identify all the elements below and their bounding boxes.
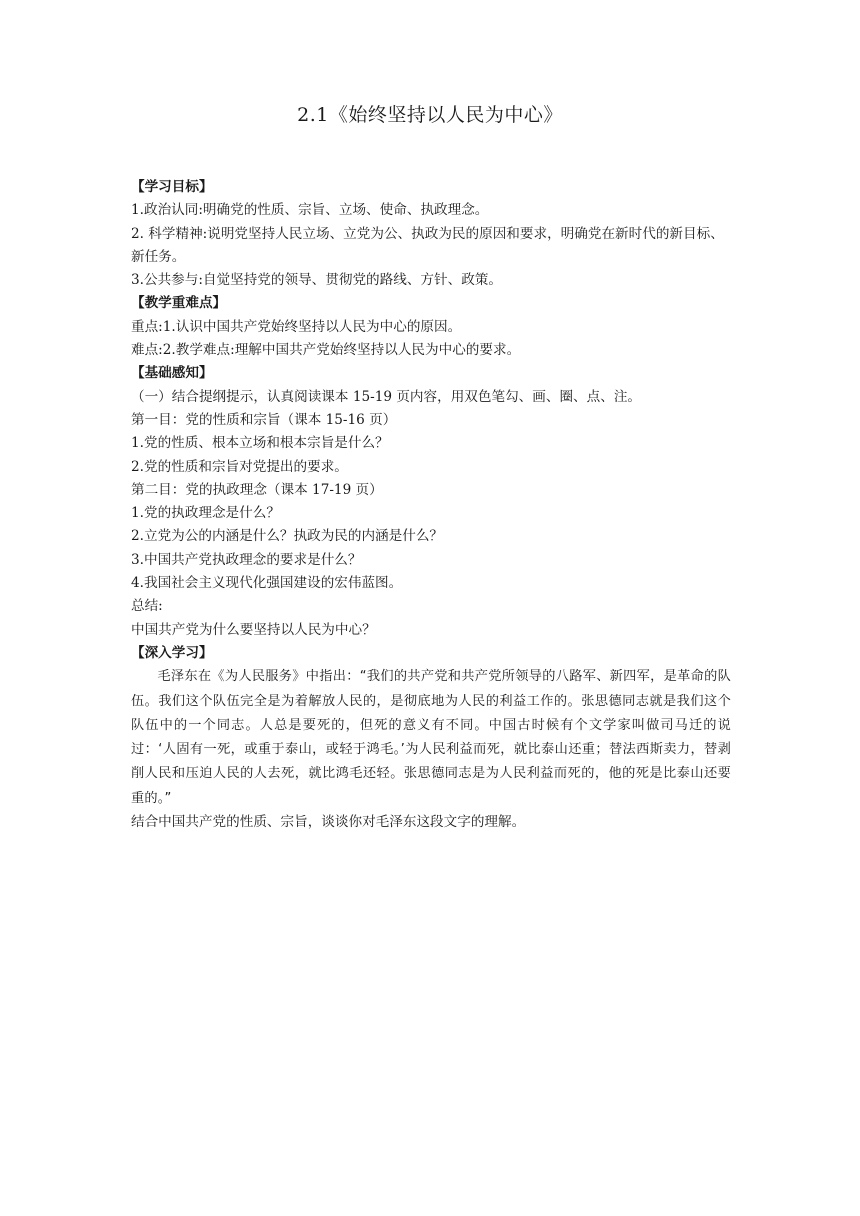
basics-item: （一）结合提纲提示，认真阅读课本 15-19 页内容，用双色笔勾、画、圈、点、注。	[131, 388, 642, 405]
basics-item: 1.党的执政理念是什么？	[131, 505, 280, 522]
basics-item: 第一目：党的性质和宗旨（课本 15-16 页）	[131, 411, 397, 428]
key-point-item: 重点:1.认识中国共产党始终坚持以人民为中心的原因。	[131, 318, 462, 335]
basics-item: 总结:	[131, 598, 163, 615]
goal-item: 2. 科学精神:说明党坚持人民立场、立党为公、执政为民的原因和要求，明确党在新时代的新目标、新任务。	[131, 225, 724, 265]
basics-item: 1.党的性质、根本立场和根本宗旨是什么？	[131, 435, 389, 452]
goal-item: 3.公共参与:自觉坚持党的领导、贯彻党的路线、方针、政策。	[131, 272, 502, 289]
document-body	[131, 176, 731, 834]
discussion-question: 结合中国共产党的性质、宗旨，谈谈你对毛泽东这段文字的理解。	[131, 814, 526, 831]
section-heading-key-points: 【教学重难点】	[131, 295, 227, 312]
basics-item: 2.党的性质和宗旨对党提出的要求。	[131, 458, 348, 475]
key-point-item: 难点:2.教学难点:理解中国共产党始终坚持以人民为中心的要求。	[131, 342, 521, 359]
mao-quote-paragraph: 毛泽东在《为人民服务》中指出：“我们的共产党和共产党所领导的八路军、新四军，是革命的队伍。我们这个队伍完全是为着解放人民的，是彻底地为人民的利益工作的。张思德同志就是我们这个队伍中的一个同志。人总是要死的，但死的意义有不同。中国古时候有个文学家叫做司马迁的说过：‘人固有一死，或重于泰山，或轻于鸿毛。’为人民利益而死，就比泰山还重；替法西斯卖力，替剥削人民和压迫人民的人去死，就比鸿毛还轻。张思德同志是为人民利益而死的，他的死是比泰山还要重的。”	[131, 669, 731, 806]
section-heading-goals: 【学习目标】	[131, 179, 213, 195]
section-heading-basics: 【基础感知】	[131, 365, 213, 382]
basics-item: 4.我国社会主义现代化强国建设的宏伟蓝图。	[131, 575, 403, 592]
goal-item: 1.政治认同:明确党的性质、宗旨、立场、使命、执政理念。	[131, 202, 489, 219]
section-heading-deep: 【深入学习】	[131, 644, 213, 661]
basics-item: 第二目：党的执政理念（课本 17-19 页）	[131, 481, 383, 498]
document-title: 2.1《始终坚持以人民为中心》	[297, 104, 563, 126]
basics-item: 2.立党为公的内涵是什么？执政为民的内涵是什么？	[131, 528, 444, 545]
basics-item: 中国共产党为什么要坚持以人民为中心？	[131, 621, 376, 638]
basics-item: 3.中国共产党执政理念的要求是什么？	[131, 551, 362, 568]
